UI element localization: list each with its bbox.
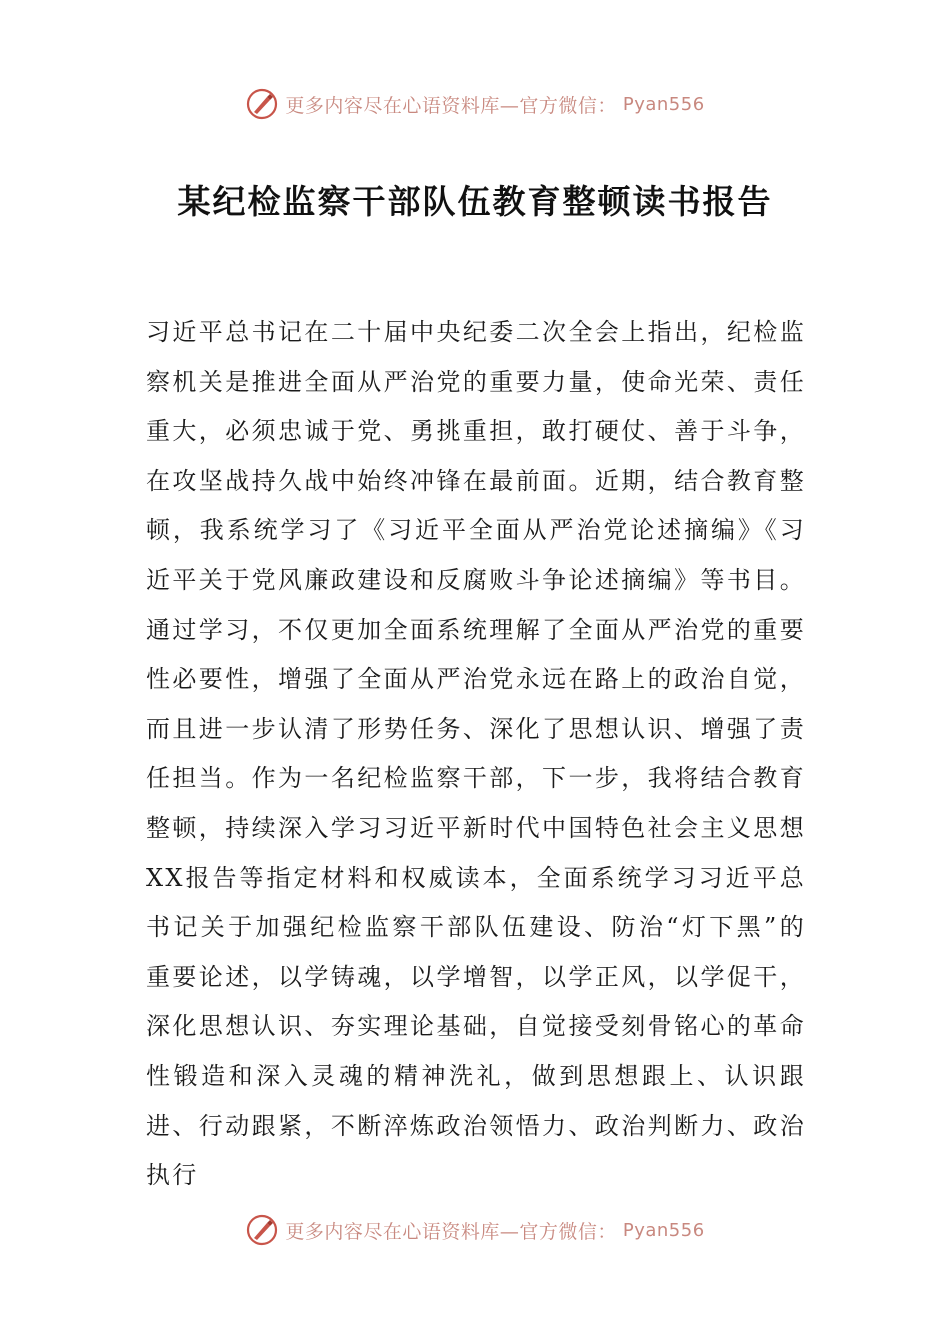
watermark-wechat-id: Pyan556 (622, 93, 705, 115)
watermark-text: 更多内容尽在心语资料库—官方微信： (285, 1220, 617, 1243)
pen-logo-icon (245, 1213, 279, 1247)
pen-logo-icon (245, 87, 279, 121)
body-paragraph: 习近平总书记在二十届中央纪委二次全会上指出，纪检监察机关是推进全面从严治党的重要力量，使命光荣、责任重大，必须忠诚于党、勇挑重担，敢打硬仗、善于斗争，在攻坚战持久战中始终冲锋在最前面。近期，结合教育整顿，我系统学习了《习近平全面从严治党论述摘编》《习近平关于党风廉政建设和反腐败斗争论述摘编》等书目。通过学习，不仅更加全面系统理解了全面从严治党的重要性必要性，增强了全面从严治党永远在路上的政治自觉，而且进一步认清了形势任务、深化了思想认识、增强了责任担当。作为一名纪检监察干部，下一步，我将结合教育整顿，持续深入学习习近平新时代中国特色社会主义思想XX报告等指定材料和权威读本，全面系统学习习近平总书记关于加强纪检监察干部队伍建设、防治“灯下黑”的重要论述，以学铸魂，以学增智，以学正风，以学促干，深化思想认识、夯实理论基础，自觉接受刻骨铭心的革命性锻造和深入灵魂的精神洗礼，做到思想跟上、认识跟进、行动跟紧，不断淬炼政治领悟力、政治判断力、政治执行 (146, 318, 806, 1190)
watermark-text: 更多内容尽在心语资料库—官方微信： (285, 94, 617, 117)
footer-watermark (0, 1210, 950, 1250)
watermark-wechat-id: Pyan556 (622, 1219, 705, 1241)
header-watermark (0, 84, 950, 124)
document-title: 某纪检监察干部队伍教育整顿读书报告 (177, 182, 773, 221)
